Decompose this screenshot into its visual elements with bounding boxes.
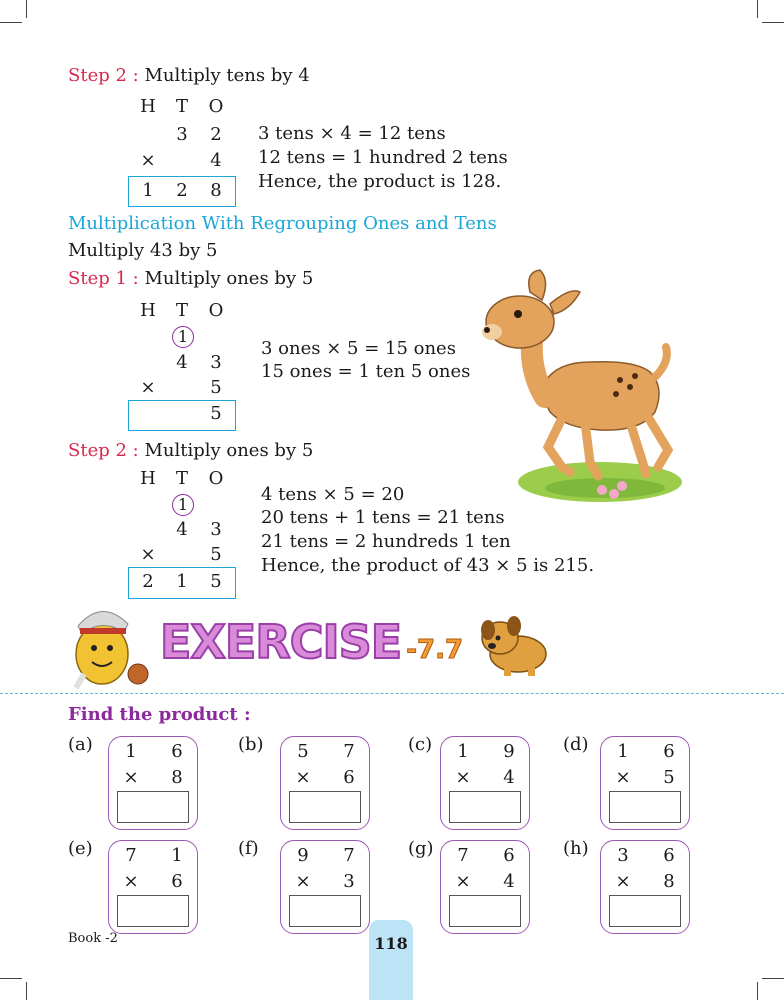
- digit: 6: [663, 845, 675, 866]
- digit: 1: [617, 741, 629, 762]
- question-card: [600, 736, 690, 830]
- step2a-explanation-2: 12 tens = 1 hundred 2 tens: [258, 147, 508, 168]
- question-label: (h): [563, 838, 589, 859]
- digit: 1: [457, 741, 469, 762]
- times-sign: ×: [140, 544, 156, 565]
- question-label: (a): [68, 734, 93, 755]
- answer-input-box[interactable]: [609, 791, 681, 823]
- puppy-illustration: [478, 612, 550, 678]
- section-intro: Multiply 43 by 5: [68, 240, 218, 261]
- header-t: T: [175, 468, 188, 489]
- digit: 8: [171, 767, 183, 788]
- step2a-explanation-3: Hence, the product is 128.: [258, 171, 502, 192]
- header-o: O: [208, 468, 224, 489]
- digit: 1: [142, 180, 154, 201]
- question-label: (b): [238, 734, 264, 755]
- crop-mark: [26, 982, 27, 1000]
- digit: 5: [210, 377, 222, 398]
- digit: 9: [503, 741, 515, 762]
- header-o: O: [208, 96, 224, 117]
- digit: 7: [343, 845, 355, 866]
- times-sign: ×: [140, 377, 156, 398]
- step2b-label: Step 2 :: [68, 440, 139, 461]
- digit: 6: [171, 871, 183, 892]
- cartoon-character-illustration: [62, 596, 154, 692]
- step2b-explanation-3: 21 tens = 2 hundreds 1 ten: [261, 531, 511, 552]
- digit: 2: [176, 180, 188, 201]
- digit: 6: [343, 767, 355, 788]
- exercise-instruction: Find the product :: [68, 704, 251, 725]
- step2a-label: Step 2 :: [68, 65, 139, 86]
- question-card: [280, 840, 370, 934]
- step2b-title: Multiply ones by 5: [144, 440, 314, 461]
- digit: 5: [210, 403, 222, 424]
- step2b-explanation-2: 20 tens + 1 tens = 21 tens: [261, 507, 505, 528]
- step1-title: Multiply ones by 5: [144, 268, 314, 289]
- step1-explanation-1: 3 ones × 5 = 15 ones: [261, 338, 456, 359]
- digit: 8: [663, 871, 675, 892]
- answer-input-box[interactable]: [289, 895, 361, 927]
- exercise-number: -7.7: [406, 635, 464, 665]
- header-t: T: [175, 300, 188, 321]
- digit: 6: [171, 741, 183, 762]
- step2b-explanation-1: 4 tens × 5 = 20: [261, 484, 405, 505]
- times-sign: ×: [123, 871, 139, 892]
- digit: 1: [125, 741, 137, 762]
- exercise-banner: [160, 614, 463, 678]
- digit: 2: [142, 571, 154, 592]
- times-sign: ×: [123, 767, 139, 788]
- digit: 3: [617, 845, 629, 866]
- step1-label: Step 1 :: [68, 268, 139, 289]
- header-h: H: [140, 300, 156, 321]
- question-card: [440, 840, 530, 934]
- digit: 7: [457, 845, 469, 866]
- carry-digit: 1: [172, 494, 194, 516]
- digit: 1: [176, 571, 188, 592]
- times-sign: ×: [295, 871, 311, 892]
- digit: 4: [210, 150, 222, 171]
- digit: 3: [210, 352, 222, 373]
- question-label: (f): [238, 838, 259, 859]
- times-sign: ×: [615, 871, 631, 892]
- crop-mark: [762, 22, 784, 23]
- digit: 7: [343, 741, 355, 762]
- digit: 7: [125, 845, 137, 866]
- step1-explanation-2: 15 ones = 1 ten 5 ones: [261, 361, 471, 382]
- digit: 3: [176, 124, 188, 145]
- times-sign: ×: [455, 871, 471, 892]
- header-h: H: [140, 96, 156, 117]
- question-card: [108, 840, 198, 934]
- carry-digit: 1: [172, 326, 194, 348]
- deer-illustration: [470, 262, 710, 517]
- question-label: (g): [408, 838, 434, 859]
- digit: 5: [210, 544, 222, 565]
- digit: 6: [503, 845, 515, 866]
- crop-mark: [26, 0, 27, 18]
- crop-mark: [0, 978, 22, 979]
- digit: 5: [210, 571, 222, 592]
- digit: 5: [663, 767, 675, 788]
- header-h: H: [140, 468, 156, 489]
- question-card: [280, 736, 370, 830]
- times-sign: ×: [615, 767, 631, 788]
- answer-input-box[interactable]: [117, 895, 189, 927]
- header-o: O: [208, 300, 224, 321]
- section-divider: [0, 693, 784, 694]
- book-label: Book -2: [68, 931, 118, 946]
- times-sign: ×: [140, 150, 156, 171]
- question-label: (e): [68, 838, 93, 859]
- digit: 2: [210, 124, 222, 145]
- question-card: [600, 840, 690, 934]
- step2b-explanation-4: Hence, the product of 43 × 5 is 215.: [261, 555, 595, 576]
- step2a-explanation-1: 3 tens × 4 = 12 tens: [258, 123, 446, 144]
- crop-mark: [762, 978, 784, 979]
- answer-input-box[interactable]: [449, 791, 521, 823]
- answer-input-box[interactable]: [117, 791, 189, 823]
- digit: 5: [297, 741, 309, 762]
- digit: 3: [343, 871, 355, 892]
- step1-heading: [68, 268, 313, 290]
- step2a-title: Multiply tens by 4: [144, 65, 310, 86]
- digit: 4: [503, 767, 515, 788]
- question-card: [108, 736, 198, 830]
- digit: 4: [503, 871, 515, 892]
- step2b-heading: [68, 440, 313, 462]
- digit: 9: [297, 845, 309, 866]
- exercise-title: EXERCISE: [160, 615, 402, 669]
- answer-input-box[interactable]: [289, 791, 361, 823]
- section-heading: Multiplication With Regrouping Ones and Tens: [68, 213, 497, 234]
- digit: 6: [663, 741, 675, 762]
- digit: 4: [176, 519, 188, 540]
- crop-mark: [0, 22, 22, 23]
- answer-input-box[interactable]: [609, 895, 681, 927]
- question-card: [440, 736, 530, 830]
- times-sign: ×: [295, 767, 311, 788]
- page-number-tab: [369, 920, 413, 1000]
- page-number: 118: [374, 934, 408, 953]
- step2a-heading: [68, 65, 310, 87]
- digit: 4: [176, 352, 188, 373]
- times-sign: ×: [455, 767, 471, 788]
- digit: 3: [210, 519, 222, 540]
- crop-mark: [757, 982, 758, 1000]
- question-label: (d): [563, 734, 589, 755]
- header-t: T: [175, 96, 188, 117]
- crop-mark: [757, 0, 758, 18]
- digit: 1: [171, 845, 183, 866]
- answer-input-box[interactable]: [449, 895, 521, 927]
- digit: 8: [210, 180, 222, 201]
- question-label: (c): [408, 734, 433, 755]
